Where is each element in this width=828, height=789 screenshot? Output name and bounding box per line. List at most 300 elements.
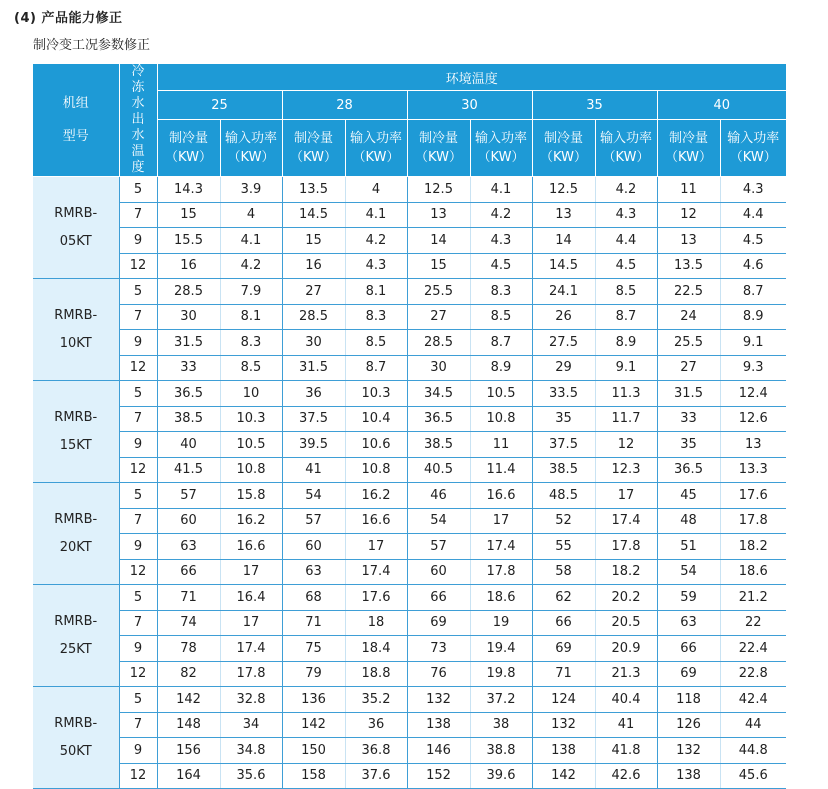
cooling-capacity-cell: 59 xyxy=(657,585,720,611)
input-power-cell: 32.8 xyxy=(220,687,282,713)
cooling-capacity-cell: 57 xyxy=(157,483,220,509)
input-power-cell: 4.2 xyxy=(345,228,407,254)
cooling-capacity-cell: 24.1 xyxy=(532,279,595,305)
water-temp-header-char: 温 xyxy=(131,144,145,159)
cooling-capacity-cell: 124 xyxy=(532,687,595,713)
ambient-temp-value: 35 xyxy=(532,91,657,119)
cooling-capacity-cell: 75 xyxy=(282,636,345,662)
input-power-cell: 8.7 xyxy=(595,304,657,330)
input-power-cell: 40.4 xyxy=(595,687,657,713)
model-cell xyxy=(33,279,119,381)
cooling-capacity-cell: 28.5 xyxy=(282,304,345,330)
input-power-cell: 9.1 xyxy=(720,330,786,356)
cooling-capacity-cell: 132 xyxy=(657,738,720,764)
input-power-cell: 42.4 xyxy=(720,687,786,713)
input-power-cell: 4.1 xyxy=(220,228,282,254)
cooling-capacity-header xyxy=(282,119,345,176)
input-power-cell: 17.8 xyxy=(595,534,657,560)
cooling-capacity-cell: 74 xyxy=(157,610,220,636)
cooling-capacity-cell: 63 xyxy=(157,534,220,560)
water-temp-cell: 12 xyxy=(119,661,157,687)
input-power-cell: 10.5 xyxy=(470,381,532,407)
water-temp-header-char: 度 xyxy=(131,160,145,175)
cooling-capacity-cell: 31.5 xyxy=(657,381,720,407)
water-temp-header-char: 冷 xyxy=(131,64,145,79)
input-power-cell: 4.2 xyxy=(220,253,282,279)
table-row xyxy=(33,712,786,738)
cooling-capacity-cell: 29 xyxy=(532,355,595,381)
input-power-cell: 8.5 xyxy=(595,279,657,305)
input-power-cell: 38 xyxy=(470,712,532,738)
cooling-capacity-cell: 66 xyxy=(657,636,720,662)
input-power-cell: 8.9 xyxy=(595,330,657,356)
input-power-cell: 35.2 xyxy=(345,687,407,713)
ambient-temp-value: 40 xyxy=(657,91,786,119)
cooling-capacity-cell: 126 xyxy=(657,712,720,738)
cooling-capacity-cell: 148 xyxy=(157,712,220,738)
cooling-capacity-cell: 68 xyxy=(282,585,345,611)
sub-header-unit: （KW） xyxy=(602,149,650,165)
cooling-capacity-cell: 27 xyxy=(407,304,470,330)
cooling-capacity-header xyxy=(657,119,720,176)
table-row xyxy=(33,508,786,534)
cooling-capacity-header xyxy=(407,119,470,176)
cooling-capacity-cell: 14 xyxy=(532,228,595,254)
cooling-capacity-cell: 14.3 xyxy=(157,177,220,203)
input-power-cell: 17.4 xyxy=(595,508,657,534)
sub-header-unit: （KW） xyxy=(290,149,337,165)
input-power-cell: 10.5 xyxy=(220,432,282,458)
sub-header-unit: （KW） xyxy=(540,149,587,165)
model-name-line: 25KT xyxy=(59,641,92,657)
cooling-capacity-cell: 82 xyxy=(157,661,220,687)
cooling-capacity-cell: 40 xyxy=(157,432,220,458)
cooling-capacity-cell: 30 xyxy=(282,330,345,356)
cooling-capacity-cell: 152 xyxy=(407,763,470,789)
input-power-cell: 18.8 xyxy=(345,661,407,687)
input-power-cell: 8.7 xyxy=(720,279,786,305)
cooling-capacity-cell: 164 xyxy=(157,763,220,789)
input-power-cell: 4 xyxy=(345,177,407,203)
cooling-capacity-cell: 25.5 xyxy=(407,279,470,305)
input-power-cell: 10.3 xyxy=(345,381,407,407)
water-temp-cell: 5 xyxy=(119,483,157,509)
cooling-capacity-cell: 142 xyxy=(282,712,345,738)
water-temp-cell: 9 xyxy=(119,228,157,254)
input-power-cell: 17.6 xyxy=(720,483,786,509)
cooling-capacity-cell: 66 xyxy=(407,585,470,611)
input-power-cell: 11.4 xyxy=(470,457,532,483)
input-power-cell: 13 xyxy=(720,432,786,458)
cooling-capacity-cell: 73 xyxy=(407,636,470,662)
cooling-capacity-cell: 33 xyxy=(657,406,720,432)
input-power-header xyxy=(595,119,657,176)
input-power-cell: 8.1 xyxy=(345,279,407,305)
cooling-capacity-cell: 57 xyxy=(407,534,470,560)
input-power-header xyxy=(345,119,407,176)
water-temp-cell: 5 xyxy=(119,177,157,203)
water-temp-header-char: 出 xyxy=(131,112,145,127)
sub-header-unit: （KW） xyxy=(665,149,712,165)
cooling-capacity-cell: 13.5 xyxy=(657,253,720,279)
input-power-cell: 8.9 xyxy=(720,304,786,330)
cooling-capacity-cell: 58 xyxy=(532,559,595,585)
cooling-capacity-cell: 60 xyxy=(407,559,470,585)
input-power-cell: 44 xyxy=(720,712,786,738)
water-temp-cell: 7 xyxy=(119,610,157,636)
cooling-capacity-cell: 69 xyxy=(407,610,470,636)
input-power-cell: 4.4 xyxy=(720,202,786,228)
cooling-capacity-cell: 12.5 xyxy=(532,177,595,203)
model-column-header xyxy=(33,64,119,177)
input-power-cell: 41 xyxy=(595,712,657,738)
input-power-cell: 8.3 xyxy=(470,279,532,305)
input-power-cell: 17.4 xyxy=(345,559,407,585)
input-power-cell: 18.2 xyxy=(595,559,657,585)
model-cell xyxy=(33,177,119,279)
table-row xyxy=(33,585,786,611)
sub-header-label: 输入功率 xyxy=(599,130,652,146)
table-row xyxy=(33,381,786,407)
cooling-capacity-cell: 25.5 xyxy=(657,330,720,356)
input-power-cell: 7.9 xyxy=(220,279,282,305)
model-name-line: 10KT xyxy=(59,335,92,351)
ambient-temp-value: 25 xyxy=(157,91,282,119)
model-header-line: 型号 xyxy=(62,129,89,144)
input-power-cell: 17 xyxy=(345,534,407,560)
water-temp-cell: 12 xyxy=(119,559,157,585)
cooling-capacity-cell: 60 xyxy=(157,508,220,534)
cooling-capacity-cell: 60 xyxy=(282,534,345,560)
model-cell xyxy=(33,687,119,789)
cooling-capacity-cell: 12.5 xyxy=(407,177,470,203)
water-temp-cell: 12 xyxy=(119,763,157,789)
cooling-capacity-cell: 26 xyxy=(532,304,595,330)
input-power-cell: 19 xyxy=(470,610,532,636)
cooling-capacity-cell: 136 xyxy=(282,687,345,713)
input-power-cell: 4.1 xyxy=(470,177,532,203)
water-temp-column-header xyxy=(119,64,157,177)
cooling-capacity-cell: 40.5 xyxy=(407,457,470,483)
cooling-capacity-cell: 63 xyxy=(282,559,345,585)
table-subtitle: 制冷变工况参数修正 xyxy=(33,38,151,53)
cooling-capacity-cell: 41.5 xyxy=(157,457,220,483)
cooling-capacity-cell: 158 xyxy=(282,763,345,789)
model-name-line: 05KT xyxy=(59,233,92,249)
model-name-line: 20KT xyxy=(59,539,92,555)
cooling-capacity-cell: 14 xyxy=(407,228,470,254)
model-name-line: 15KT xyxy=(59,437,92,453)
sub-header-label: 输入功率 xyxy=(349,130,402,146)
cooling-capacity-cell: 30 xyxy=(407,355,470,381)
cooling-capacity-cell: 35 xyxy=(657,432,720,458)
water-temp-cell: 7 xyxy=(119,202,157,228)
cooling-capacity-cell: 15 xyxy=(282,228,345,254)
sub-header-label: 输入功率 xyxy=(727,130,780,146)
input-power-cell: 8.9 xyxy=(470,355,532,381)
input-power-cell: 8.5 xyxy=(220,355,282,381)
cooling-capacity-cell: 38.5 xyxy=(532,457,595,483)
input-power-cell: 9.1 xyxy=(595,355,657,381)
input-power-cell: 9.3 xyxy=(720,355,786,381)
input-power-cell: 8.7 xyxy=(345,355,407,381)
input-power-cell: 4.4 xyxy=(595,228,657,254)
cooling-capacity-cell: 13 xyxy=(657,228,720,254)
cooling-capacity-cell: 12 xyxy=(657,202,720,228)
ambient-temp-value: 28 xyxy=(282,91,407,119)
water-temp-cell: 7 xyxy=(119,508,157,534)
input-power-cell: 4.3 xyxy=(470,228,532,254)
cooling-capacity-cell: 30 xyxy=(157,304,220,330)
input-power-header xyxy=(720,119,786,176)
input-power-cell: 17.6 xyxy=(345,585,407,611)
table-row xyxy=(33,406,786,432)
model-cell xyxy=(33,381,119,483)
cooling-capacity-cell: 22.5 xyxy=(657,279,720,305)
input-power-cell: 16.4 xyxy=(220,585,282,611)
cooling-capacity-cell: 51 xyxy=(657,534,720,560)
cooling-capacity-cell: 71 xyxy=(157,585,220,611)
table-row xyxy=(33,483,786,509)
cooling-capacity-cell: 156 xyxy=(157,738,220,764)
cooling-capacity-cell: 142 xyxy=(532,763,595,789)
cooling-capacity-cell: 36.5 xyxy=(407,406,470,432)
ambient-temp-header: 环境温度 xyxy=(157,64,786,91)
cooling-capacity-cell: 33.5 xyxy=(532,381,595,407)
section-title: (4) 产品能力修正 xyxy=(14,11,123,26)
input-power-cell: 16.6 xyxy=(470,483,532,509)
cooling-capacity-cell: 36.5 xyxy=(657,457,720,483)
cooling-capacity-cell: 14.5 xyxy=(282,202,345,228)
input-power-cell: 12 xyxy=(595,432,657,458)
cooling-capacity-cell: 27 xyxy=(657,355,720,381)
cooling-capacity-cell: 38.5 xyxy=(157,406,220,432)
input-power-cell: 17 xyxy=(470,508,532,534)
model-name-line: RMRB- xyxy=(54,307,98,323)
table-row xyxy=(33,661,786,687)
cooling-capacity-cell: 63 xyxy=(657,610,720,636)
input-power-cell: 20.5 xyxy=(595,610,657,636)
cooling-capacity-cell: 138 xyxy=(532,738,595,764)
sub-header-label: 制冷量 xyxy=(293,130,333,146)
table-row xyxy=(33,228,786,254)
input-power-cell: 19.4 xyxy=(470,636,532,662)
cooling-capacity-cell: 41 xyxy=(282,457,345,483)
input-power-cell: 11 xyxy=(470,432,532,458)
input-power-cell: 4.3 xyxy=(345,253,407,279)
water-temp-header-char: 水 xyxy=(131,128,145,143)
table-row xyxy=(33,559,786,585)
input-power-cell: 11.3 xyxy=(595,381,657,407)
input-power-cell: 10 xyxy=(220,381,282,407)
input-power-cell: 8.5 xyxy=(345,330,407,356)
input-power-cell: 8.5 xyxy=(470,304,532,330)
water-temp-header-char: 水 xyxy=(131,96,145,111)
cooling-capacity-cell: 57 xyxy=(282,508,345,534)
input-power-cell: 18.4 xyxy=(345,636,407,662)
water-temp-cell: 5 xyxy=(119,585,157,611)
model-name-line: 50KT xyxy=(59,743,92,759)
table-row xyxy=(33,253,786,279)
cooling-capacity-cell: 13 xyxy=(532,202,595,228)
cooling-capacity-cell: 13.5 xyxy=(282,177,345,203)
cooling-capacity-cell: 71 xyxy=(282,610,345,636)
cooling-capacity-cell: 79 xyxy=(282,661,345,687)
water-temp-cell: 12 xyxy=(119,457,157,483)
cooling-capacity-cell: 39.5 xyxy=(282,432,345,458)
table-row xyxy=(33,432,786,458)
water-temp-cell: 12 xyxy=(119,355,157,381)
cooling-capacity-cell: 14.5 xyxy=(532,253,595,279)
input-power-cell: 4.3 xyxy=(595,202,657,228)
cooling-capacity-cell: 27.5 xyxy=(532,330,595,356)
cooling-capacity-cell: 31.5 xyxy=(282,355,345,381)
input-power-cell: 18 xyxy=(345,610,407,636)
water-temp-cell: 9 xyxy=(119,330,157,356)
sub-header-label: 输入功率 xyxy=(474,130,527,146)
input-power-cell: 16.6 xyxy=(345,508,407,534)
input-power-cell: 10.6 xyxy=(345,432,407,458)
water-temp-cell: 7 xyxy=(119,406,157,432)
cooling-capacity-cell: 150 xyxy=(282,738,345,764)
water-temp-cell: 5 xyxy=(119,687,157,713)
cooling-capacity-cell: 45 xyxy=(657,483,720,509)
input-power-cell: 41.8 xyxy=(595,738,657,764)
input-power-cell: 4.5 xyxy=(470,253,532,279)
input-power-cell: 34 xyxy=(220,712,282,738)
model-name-line: RMRB- xyxy=(54,613,98,629)
input-power-cell: 4.3 xyxy=(720,177,786,203)
cooling-capacity-cell: 31.5 xyxy=(157,330,220,356)
cooling-capacity-cell: 15.5 xyxy=(157,228,220,254)
water-temp-header-char: 冻 xyxy=(131,80,145,95)
cooling-capacity-cell: 138 xyxy=(657,763,720,789)
input-power-cell: 17.4 xyxy=(470,534,532,560)
input-power-cell: 17 xyxy=(595,483,657,509)
input-power-cell: 17.8 xyxy=(220,661,282,687)
input-power-cell: 4.2 xyxy=(470,202,532,228)
cooling-capacity-cell: 37.5 xyxy=(282,406,345,432)
cooling-capacity-header xyxy=(532,119,595,176)
input-power-cell: 21.2 xyxy=(720,585,786,611)
cooling-capacity-cell: 62 xyxy=(532,585,595,611)
cooling-capacity-cell: 52 xyxy=(532,508,595,534)
table-row xyxy=(33,763,786,789)
input-power-cell: 13.3 xyxy=(720,457,786,483)
input-power-cell: 17 xyxy=(220,610,282,636)
cooling-capacity-cell: 142 xyxy=(157,687,220,713)
table-row xyxy=(33,457,786,483)
input-power-cell: 8.3 xyxy=(345,304,407,330)
cooling-capacity-cell: 15 xyxy=(407,253,470,279)
input-power-cell: 18.6 xyxy=(470,585,532,611)
input-power-cell: 34.8 xyxy=(220,738,282,764)
cooling-capacity-cell: 69 xyxy=(657,661,720,687)
cooling-capacity-cell: 76 xyxy=(407,661,470,687)
input-power-cell: 15.8 xyxy=(220,483,282,509)
table-row xyxy=(33,738,786,764)
input-power-cell: 20.2 xyxy=(595,585,657,611)
input-power-cell: 10.8 xyxy=(345,457,407,483)
cooling-capacity-cell: 54 xyxy=(407,508,470,534)
table-row xyxy=(33,202,786,228)
ambient-temp-value: 30 xyxy=(407,91,532,119)
input-power-cell: 8.3 xyxy=(220,330,282,356)
input-power-cell: 20.9 xyxy=(595,636,657,662)
input-power-cell: 18.6 xyxy=(720,559,786,585)
model-cell xyxy=(33,585,119,687)
input-power-cell: 35.6 xyxy=(220,763,282,789)
model-cell xyxy=(33,483,119,585)
sub-header-unit: （KW） xyxy=(165,149,212,165)
cooling-capacity-cell: 24 xyxy=(657,304,720,330)
input-power-cell: 22.8 xyxy=(720,661,786,687)
input-power-cell: 21.3 xyxy=(595,661,657,687)
input-power-cell: 39.6 xyxy=(470,763,532,789)
input-power-header xyxy=(220,119,282,176)
cooling-capacity-cell: 15 xyxy=(157,202,220,228)
model-name-line: RMRB- xyxy=(54,409,98,425)
input-power-cell: 12.6 xyxy=(720,406,786,432)
input-power-cell: 4.5 xyxy=(720,228,786,254)
cooling-capacity-cell: 46 xyxy=(407,483,470,509)
sub-header-unit: （KW） xyxy=(729,149,777,165)
input-power-cell: 37.2 xyxy=(470,687,532,713)
table-row xyxy=(33,636,786,662)
input-power-cell: 8.1 xyxy=(220,304,282,330)
sub-header-label: 制冷量 xyxy=(543,130,583,146)
input-power-cell: 17.8 xyxy=(470,559,532,585)
input-power-cell: 4 xyxy=(220,202,282,228)
input-power-cell: 3.9 xyxy=(220,177,282,203)
cooling-capacity-cell: 38.5 xyxy=(407,432,470,458)
table-row xyxy=(33,304,786,330)
table-row xyxy=(33,355,786,381)
input-power-cell: 36 xyxy=(345,712,407,738)
cooling-capacity-cell: 27 xyxy=(282,279,345,305)
model-name-line: RMRB- xyxy=(54,715,98,731)
water-temp-cell: 12 xyxy=(119,253,157,279)
input-power-cell: 8.7 xyxy=(470,330,532,356)
input-power-cell: 18.2 xyxy=(720,534,786,560)
input-power-cell: 38.8 xyxy=(470,738,532,764)
sub-header-label: 制冷量 xyxy=(668,130,708,146)
water-temp-cell: 9 xyxy=(119,432,157,458)
cooling-capacity-cell: 54 xyxy=(282,483,345,509)
input-power-cell: 10.8 xyxy=(470,406,532,432)
model-header-line: 机组 xyxy=(62,96,89,111)
water-temp-cell: 5 xyxy=(119,279,157,305)
sub-header-unit: （KW） xyxy=(415,149,462,165)
cooling-capacity-cell: 66 xyxy=(532,610,595,636)
water-temp-cell: 9 xyxy=(119,534,157,560)
cooling-capacity-cell: 28.5 xyxy=(407,330,470,356)
cooling-capacity-cell: 132 xyxy=(532,712,595,738)
input-power-cell: 4.6 xyxy=(720,253,786,279)
cooling-capacity-cell: 146 xyxy=(407,738,470,764)
cooling-capacity-cell: 138 xyxy=(407,712,470,738)
cooling-capacity-cell: 36.5 xyxy=(157,381,220,407)
capacity-correction-table xyxy=(33,64,786,789)
input-power-cell: 4.1 xyxy=(345,202,407,228)
water-temp-cell: 7 xyxy=(119,304,157,330)
cooling-capacity-cell: 66 xyxy=(157,559,220,585)
input-power-cell: 12.3 xyxy=(595,457,657,483)
cooling-capacity-cell: 16 xyxy=(282,253,345,279)
cooling-capacity-cell: 33 xyxy=(157,355,220,381)
input-power-cell: 44.8 xyxy=(720,738,786,764)
input-power-cell: 16.6 xyxy=(220,534,282,560)
